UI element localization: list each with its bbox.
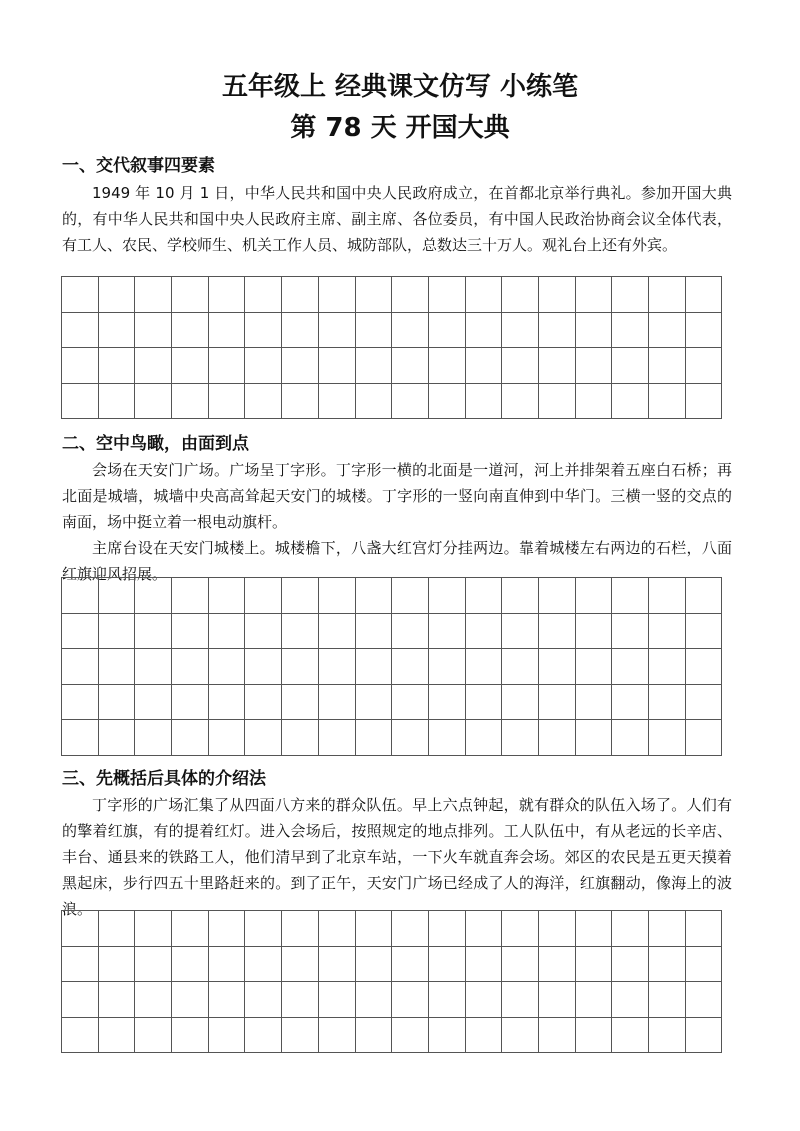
grid-cell[interactable] [428,911,465,947]
grid-cell[interactable] [355,312,392,348]
grid-cell[interactable] [649,578,686,614]
grid-cell[interactable] [208,348,245,384]
grid-cell[interactable] [245,1017,282,1053]
grid-cell[interactable] [98,348,135,384]
grid-cell[interactable] [538,946,575,982]
grid-row [62,946,722,982]
grid-cell[interactable] [135,911,172,947]
grid-cell[interactable] [245,578,282,614]
grid-cell[interactable] [538,911,575,947]
grid-cell[interactable] [62,684,99,720]
grid-cell[interactable] [392,684,429,720]
grid-cell[interactable] [172,684,209,720]
grid-cell[interactable] [538,578,575,614]
page-subtitle: 第 78 天 开国大典 [290,113,510,143]
grid-cell[interactable] [282,383,319,419]
grid-cell[interactable] [98,578,135,614]
grid-cell[interactable] [612,982,649,1018]
grid-cell[interactable] [685,277,722,313]
grid-cell[interactable] [172,649,209,685]
grid-cell[interactable] [502,911,539,947]
grid-cell[interactable] [98,383,135,419]
grid-cell[interactable] [685,613,722,649]
grid-cell[interactable] [172,946,209,982]
grid-cell[interactable] [318,911,355,947]
grid-cell[interactable] [208,982,245,1018]
grid-cell[interactable] [172,982,209,1018]
grid-cell[interactable] [98,312,135,348]
grid-cell[interactable] [282,982,319,1018]
grid-cell[interactable] [392,649,429,685]
grid-cell[interactable] [208,946,245,982]
grid-cell[interactable] [649,649,686,685]
grid-cell[interactable] [685,312,722,348]
grid-cell[interactable] [685,649,722,685]
grid-cell[interactable] [649,720,686,756]
grid-cell[interactable] [612,348,649,384]
grid-cell[interactable] [612,383,649,419]
grid-row [62,348,722,384]
grid-row [62,1017,722,1053]
grid-cell[interactable] [392,312,429,348]
grid-row [62,649,722,685]
grid-cell[interactable] [245,649,282,685]
grid-cell[interactable] [392,946,429,982]
grid-cell[interactable] [135,649,172,685]
grid-cell[interactable] [538,982,575,1018]
section-1-paragraph: 1949 年 10 月 1 日，中华人民共和国中央人民政府成立，在首都北京举行典礼。参加开国大典的，有中华人民共和国中央人民政府主席、副主席、各位委员，有中国人民政治协商会议全体代表，有工人、农民、学校师生、机关工作人员、城防部队，总数达三十万人。观礼台上还有外宾。 [62,184,732,254]
grid-cell[interactable] [428,946,465,982]
grid-cell[interactable] [502,1017,539,1053]
grid-cell[interactable] [612,649,649,685]
grid-cell[interactable] [575,684,612,720]
grid-cell[interactable] [318,720,355,756]
grid-cell[interactable] [465,684,502,720]
page-title: 五年级上 经典课文仿写 小练笔 [221,72,579,102]
grid-cell[interactable] [172,312,209,348]
section-1-heading: 一、交代叙事四要素 [62,156,215,176]
grid-cell[interactable] [318,383,355,419]
grid-row [62,613,722,649]
grid-cell[interactable] [649,348,686,384]
grid-cell[interactable] [62,946,99,982]
section-2-writing-grid[interactable] [61,577,722,756]
grid-cell[interactable] [685,720,722,756]
grid-cell[interactable] [355,613,392,649]
grid-cell[interactable] [208,720,245,756]
grid-row [62,277,722,313]
grid-cell[interactable] [649,613,686,649]
grid-cell[interactable] [62,277,99,313]
section-3-heading: 三、先概括后具体的介绍法 [62,769,266,789]
section-3-paragraph: 丁字形的广场汇集了从四面八方来的群众队伍。早上六点钟起，就有群众的队伍入场了。人们有的擎着红旗，有的提着红灯。进入会场后，按照规定的地点排列。工人队伍中，有从老远的长辛店、丰台、通县来的铁路工人，他们清早到了北京车站，一下火车就直奔会场。郊区的农民是五更天摸着黑起床，步行四五十里路赶来的。到了正午，天安门广场已经成了人的海洋，红旗翻动，像海上的波浪。 [62,796,732,918]
grid-cell[interactable] [575,312,612,348]
grid-cell[interactable] [428,720,465,756]
grid-cell[interactable] [428,348,465,384]
grid-cell[interactable] [172,578,209,614]
grid-cell[interactable] [465,578,502,614]
grid-row [62,312,722,348]
grid-cell[interactable] [172,613,209,649]
grid-cell[interactable] [465,383,502,419]
grid-row [62,578,722,614]
grid-cell[interactable] [98,613,135,649]
grid-cell[interactable] [428,684,465,720]
grid-cell[interactable] [465,649,502,685]
grid-cell[interactable] [208,383,245,419]
grid-cell[interactable] [428,383,465,419]
grid-cell[interactable] [98,1017,135,1053]
grid-cell[interactable] [245,946,282,982]
grid-cell[interactable] [465,911,502,947]
grid-cell[interactable] [245,911,282,947]
grid-cell[interactable] [318,1017,355,1053]
grid-cell[interactable] [392,348,429,384]
grid-cell[interactable] [465,277,502,313]
grid-cell[interactable] [135,348,172,384]
grid-cell[interactable] [355,348,392,384]
grid-cell[interactable] [575,1017,612,1053]
grid-cell[interactable] [355,946,392,982]
grid-cell[interactable] [355,277,392,313]
grid-cell[interactable] [98,277,135,313]
grid-cell[interactable] [685,348,722,384]
grid-cell[interactable] [685,982,722,1018]
section-2-heading: 二、空中鸟瞰，由面到点 [62,434,249,454]
grid-cell[interactable] [649,982,686,1018]
grid-cell[interactable] [245,312,282,348]
grid-cell[interactable] [355,649,392,685]
grid-cell[interactable] [282,946,319,982]
grid-cell[interactable] [392,383,429,419]
grid-cell[interactable] [355,911,392,947]
grid-cell[interactable] [98,720,135,756]
grid-cell[interactable] [355,684,392,720]
grid-cell[interactable] [282,348,319,384]
grid-cell[interactable] [502,383,539,419]
grid-cell[interactable] [135,578,172,614]
grid-cell[interactable] [135,383,172,419]
section-2-paragraph-1: 会场在天安门广场。广场呈丁字形。丁字形一横的北面是一道河，河上并排架着五座白石桥；再北面是城墙，城墙中央高高耸起天安门的城楼。丁字形的一竖向南直伸到中华门。三横一竖的交点的南面，场中挺立着一根电动旗杆。 [62,461,732,531]
grid-cell[interactable] [135,684,172,720]
grid-cell[interactable] [685,684,722,720]
grid-cell[interactable] [538,684,575,720]
grid-cell[interactable] [538,348,575,384]
grid-cell[interactable] [98,684,135,720]
grid-cell[interactable] [282,649,319,685]
grid-cell[interactable] [428,312,465,348]
grid-cell[interactable] [612,312,649,348]
grid-cell[interactable] [62,649,99,685]
grid-cell[interactable] [282,613,319,649]
grid-cell[interactable] [465,982,502,1018]
grid-cell[interactable] [282,277,319,313]
grid-cell[interactable] [62,383,99,419]
grid-cell[interactable] [685,911,722,947]
grid-cell[interactable] [428,578,465,614]
grid-cell[interactable] [685,578,722,614]
grid-cell[interactable] [502,684,539,720]
grid-cell[interactable] [355,720,392,756]
grid-cell[interactable] [62,1017,99,1053]
grid-cell[interactable] [318,613,355,649]
grid-cell[interactable] [98,649,135,685]
grid-cell[interactable] [62,312,99,348]
grid-cell[interactable] [465,720,502,756]
grid-cell[interactable] [172,383,209,419]
grid-cell[interactable] [538,277,575,313]
grid-cell[interactable] [649,312,686,348]
grid-cell[interactable] [355,383,392,419]
grid-cell[interactable] [392,578,429,614]
grid-cell[interactable] [62,720,99,756]
grid-cell[interactable] [135,982,172,1018]
grid-cell[interactable] [575,383,612,419]
grid-cell[interactable] [428,277,465,313]
grid-cell[interactable] [318,348,355,384]
grid-cell[interactable] [428,1017,465,1053]
grid-cell[interactable] [62,982,99,1018]
grid-cell[interactable] [649,383,686,419]
grid-cell[interactable] [62,911,99,947]
grid-cell[interactable] [208,649,245,685]
grid-cell[interactable] [575,348,612,384]
grid-cell[interactable] [355,578,392,614]
grid-cell[interactable] [502,720,539,756]
grid-cell[interactable] [538,383,575,419]
grid-cell[interactable] [318,649,355,685]
grid-cell[interactable] [172,911,209,947]
grid-cell[interactable] [465,1017,502,1053]
grid-cell[interactable] [575,946,612,982]
grid-cell[interactable] [612,1017,649,1053]
grid-cell[interactable] [245,383,282,419]
grid-cell[interactable] [612,613,649,649]
grid-cell[interactable] [135,613,172,649]
grid-cell[interactable] [465,348,502,384]
grid-cell[interactable] [465,946,502,982]
grid-cell[interactable] [685,383,722,419]
grid-cell[interactable] [612,684,649,720]
grid-cell[interactable] [575,720,612,756]
grid-cell[interactable] [502,578,539,614]
grid-cell[interactable] [98,946,135,982]
grid-cell[interactable] [612,578,649,614]
grid-cell[interactable] [538,613,575,649]
grid-cell[interactable] [502,982,539,1018]
grid-cell[interactable] [172,348,209,384]
grid-row [62,684,722,720]
grid-cell[interactable] [318,277,355,313]
grid-cell[interactable] [282,312,319,348]
grid-cell[interactable] [208,312,245,348]
grid-cell[interactable] [575,277,612,313]
grid-row [62,911,722,947]
section-1-writing-grid[interactable] [61,276,722,419]
grid-cell[interactable] [502,613,539,649]
grid-cell[interactable] [208,277,245,313]
grid-cell[interactable] [502,946,539,982]
grid-cell[interactable] [98,982,135,1018]
grid-cell[interactable] [62,348,99,384]
grid-cell[interactable] [428,982,465,1018]
grid-cell[interactable] [282,578,319,614]
grid-cell[interactable] [245,720,282,756]
grid-cell[interactable] [355,1017,392,1053]
grid-cell[interactable] [428,649,465,685]
grid-cell[interactable] [392,1017,429,1053]
grid-cell[interactable] [502,312,539,348]
grid-cell[interactable] [245,277,282,313]
grid-cell[interactable] [392,982,429,1018]
grid-cell[interactable] [538,1017,575,1053]
grid-cell[interactable] [649,1017,686,1053]
grid-cell[interactable] [575,613,612,649]
grid-cell[interactable] [502,348,539,384]
grid-cell[interactable] [172,1017,209,1053]
grid-cell[interactable] [465,613,502,649]
grid-cell[interactable] [318,982,355,1018]
grid-cell[interactable] [428,613,465,649]
grid-cell[interactable] [318,578,355,614]
grid-cell[interactable] [612,277,649,313]
grid-cell[interactable] [612,720,649,756]
grid-cell[interactable] [135,720,172,756]
grid-cell[interactable] [172,277,209,313]
grid-cell[interactable] [502,649,539,685]
grid-cell[interactable] [575,578,612,614]
grid-cell[interactable] [355,982,392,1018]
grid-cell[interactable] [135,277,172,313]
grid-cell[interactable] [685,946,722,982]
grid-cell[interactable] [612,911,649,947]
grid-cell[interactable] [318,312,355,348]
grid-cell[interactable] [245,982,282,1018]
grid-cell[interactable] [392,911,429,947]
grid-cell[interactable] [685,1017,722,1053]
grid-cell[interactable] [538,720,575,756]
section-2-paragraph-2: 主席台设在天安门城楼上。城楼檐下，八盏大红宫灯分挂两边。靠着城楼左右两边的石栏，八面红旗迎风招展。 [62,539,732,583]
grid-cell[interactable] [575,982,612,1018]
grid-cell[interactable] [649,277,686,313]
grid-cell[interactable] [612,946,649,982]
grid-cell[interactable] [649,946,686,982]
grid-cell[interactable] [245,613,282,649]
grid-cell[interactable] [62,578,99,614]
grid-cell[interactable] [135,946,172,982]
grid-cell[interactable] [282,684,319,720]
grid-cell[interactable] [208,1017,245,1053]
grid-cell[interactable] [392,277,429,313]
grid-cell[interactable] [649,684,686,720]
grid-cell[interactable] [318,684,355,720]
grid-cell[interactable] [208,613,245,649]
grid-cell[interactable] [392,720,429,756]
grid-cell[interactable] [575,911,612,947]
grid-cell[interactable] [245,348,282,384]
grid-cell[interactable] [502,277,539,313]
grid-cell[interactable] [575,649,612,685]
grid-cell[interactable] [245,684,282,720]
grid-cell[interactable] [208,578,245,614]
grid-row [62,982,722,1018]
grid-cell[interactable] [538,649,575,685]
grid-cell[interactable] [98,911,135,947]
grid-cell[interactable] [538,312,575,348]
grid-row [62,720,722,756]
grid-cell[interactable] [392,613,429,649]
grid-cell[interactable] [318,946,355,982]
grid-cell[interactable] [62,613,99,649]
grid-cell[interactable] [465,312,502,348]
grid-cell[interactable] [208,911,245,947]
grid-cell[interactable] [135,1017,172,1053]
grid-cell[interactable] [172,720,209,756]
grid-cell[interactable] [282,911,319,947]
grid-row [62,383,722,419]
grid-cell[interactable] [282,1017,319,1053]
grid-cell[interactable] [208,684,245,720]
section-3-writing-grid[interactable] [61,910,722,1053]
grid-cell[interactable] [135,312,172,348]
grid-cell[interactable] [649,911,686,947]
grid-cell[interactable] [282,720,319,756]
